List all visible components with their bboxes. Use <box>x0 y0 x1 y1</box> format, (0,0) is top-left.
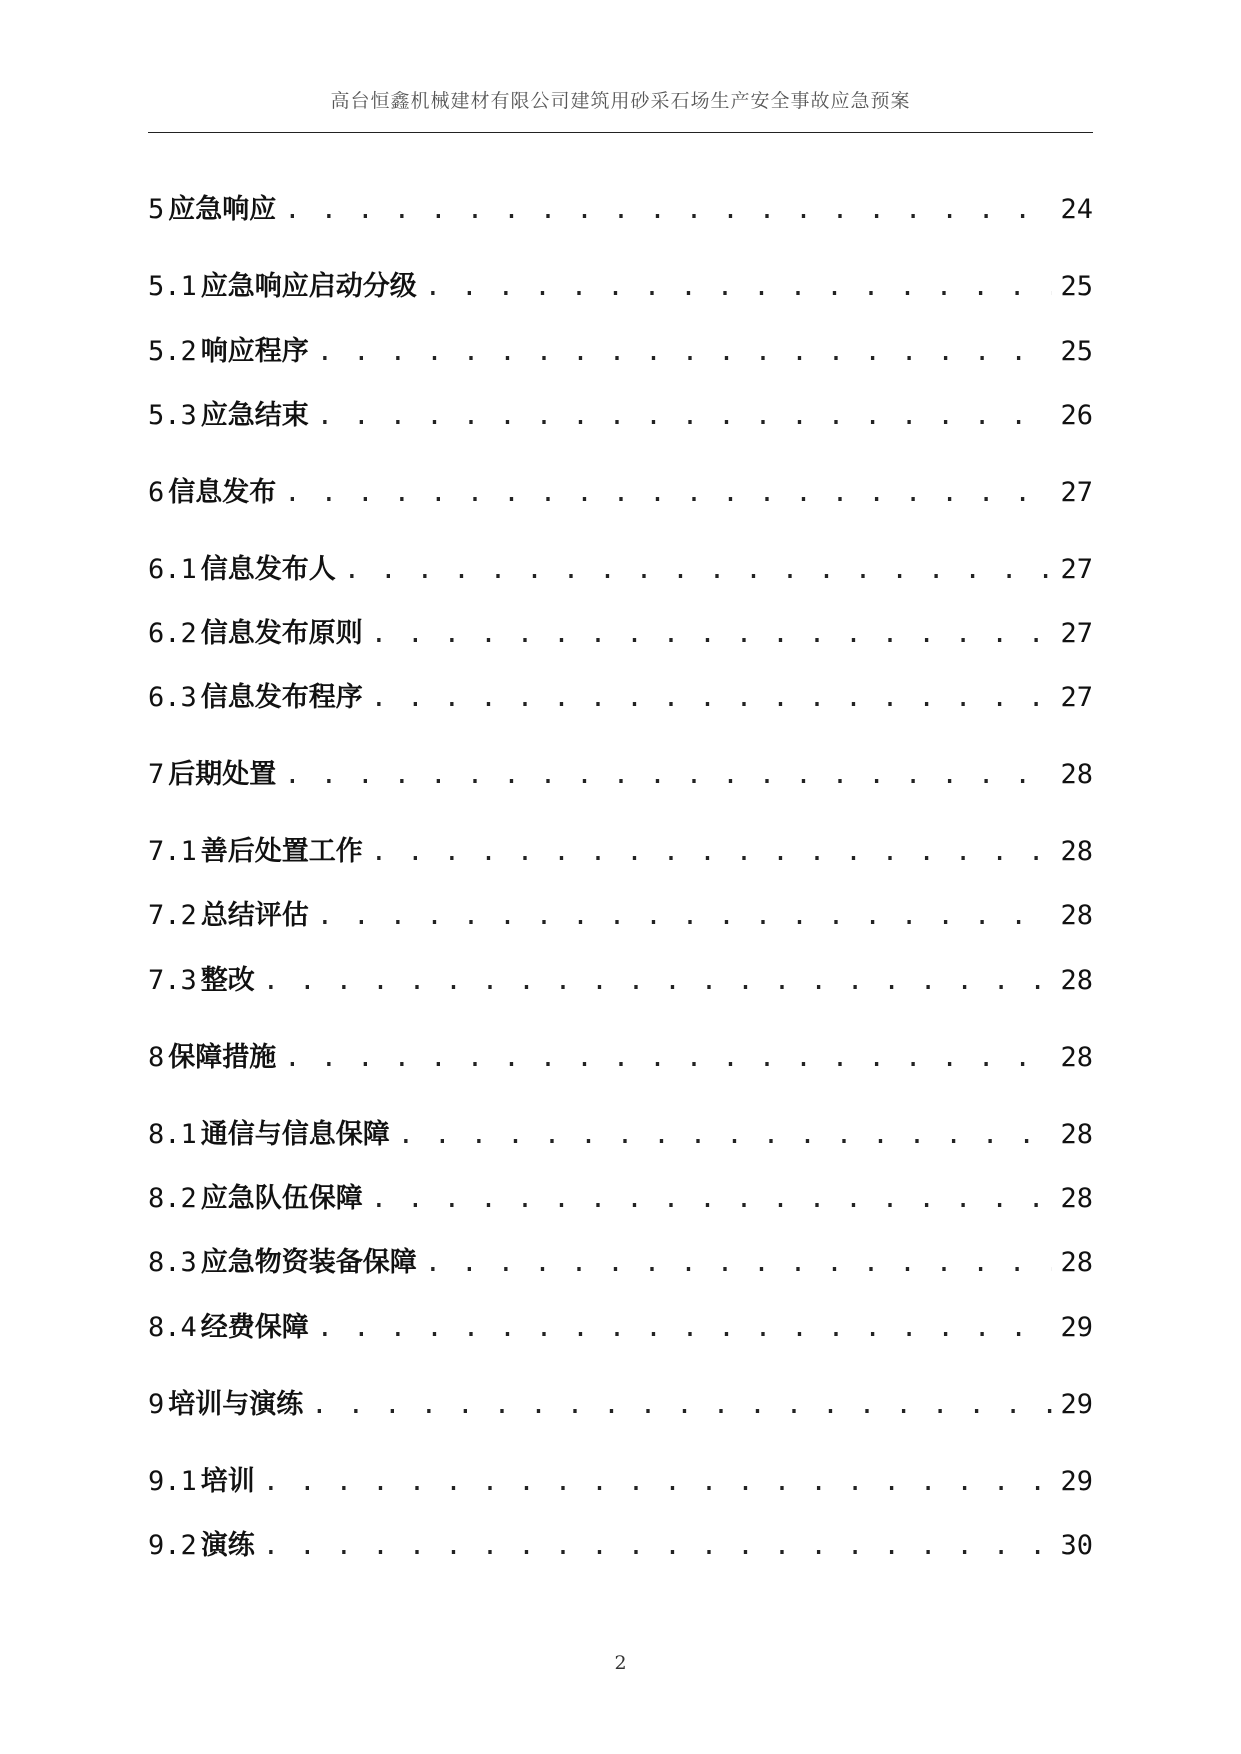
toc-entry-9[interactable] <box>148 1385 1093 1425</box>
toc-dot-leader <box>263 1526 1053 1566</box>
toc-page-number: 27 <box>1060 477 1093 508</box>
toc-dot-leader <box>317 332 1053 372</box>
toc-dot-leader <box>284 473 1052 513</box>
toc-page-number: 29 <box>1060 1466 1093 1497</box>
toc-dot-leader <box>398 1115 1053 1155</box>
toc-section-title: 应急结束 <box>200 400 309 431</box>
toc-label <box>148 832 363 872</box>
toc-entry-5-2[interactable] <box>148 332 1093 372</box>
toc-entry-8-3[interactable] <box>148 1243 1093 1283</box>
toc-section-number: 6.1 <box>148 554 197 585</box>
toc-entry-5[interactable] <box>148 190 1093 230</box>
toc-dot-leader <box>284 1038 1052 1078</box>
toc-section-number: 8 <box>148 1042 165 1073</box>
toc-page-number: 28 <box>1060 836 1093 867</box>
toc-entry-8[interactable] <box>148 1038 1093 1078</box>
toc-page-number: 28 <box>1060 759 1093 790</box>
toc-page-number: 29 <box>1060 1312 1093 1343</box>
toc-dot-leader <box>317 896 1053 936</box>
toc-page-number: 28 <box>1060 1183 1093 1214</box>
toc-entry-7-1[interactable] <box>148 832 1093 872</box>
toc-section-title: 应急响应 <box>168 194 277 225</box>
table-of-contents <box>148 0 1093 1754</box>
toc-section-title: 演练 <box>200 1530 255 1561</box>
toc-entry-7-3[interactable] <box>148 961 1093 1001</box>
toc-entry-7-2[interactable] <box>148 896 1093 936</box>
toc-page-number: 28 <box>1060 965 1093 996</box>
toc-dot-leader <box>284 190 1052 230</box>
toc-page-number: 28 <box>1060 900 1093 931</box>
page-header-title: 高台恒鑫机械建材有限公司建筑用砂采石场生产安全事故应急预案 <box>330 90 911 112</box>
toc-page-number: 28 <box>1060 1119 1093 1150</box>
toc-section-title: 信息发布程序 <box>200 682 363 713</box>
toc-page-number: 30 <box>1060 1530 1093 1561</box>
toc-entry-6-3[interactable] <box>148 678 1093 718</box>
toc-section-title: 整改 <box>200 965 255 996</box>
toc-section-number: 6.2 <box>148 618 197 649</box>
toc-entry-6[interactable] <box>148 473 1093 513</box>
toc-section-number: 5 <box>148 194 165 225</box>
toc-label <box>148 1462 255 1502</box>
toc-page-number: 25 <box>1060 336 1093 367</box>
toc-dot-leader <box>311 1385 1052 1425</box>
toc-section-number: 8.3 <box>148 1247 197 1278</box>
toc-label <box>148 332 309 372</box>
toc-dot-leader <box>263 961 1053 1001</box>
toc-dot-leader <box>371 1179 1053 1219</box>
toc-section-title: 应急物资装备保障 <box>200 1247 417 1278</box>
toc-label <box>148 473 276 513</box>
toc-dot-leader <box>371 832 1053 872</box>
toc-page-number: 29 <box>1060 1389 1093 1420</box>
toc-label <box>148 190 276 230</box>
toc-dot-leader <box>317 396 1053 436</box>
toc-section-title: 应急队伍保障 <box>200 1183 363 1214</box>
page-number: 2 <box>614 1652 627 1674</box>
toc-section-number: 5.3 <box>148 400 197 431</box>
toc-section-title: 培训与演练 <box>168 1389 304 1420</box>
toc-entry-7[interactable] <box>148 755 1093 795</box>
toc-section-number: 9.1 <box>148 1466 197 1497</box>
toc-entry-6-2[interactable] <box>148 614 1093 654</box>
toc-section-title: 响应程序 <box>200 336 309 367</box>
toc-section-number: 7.2 <box>148 900 197 931</box>
toc-section-number: 6.3 <box>148 682 197 713</box>
toc-label <box>148 1385 303 1425</box>
toc-entry-8-4[interactable] <box>148 1308 1093 1348</box>
toc-page-number: 26 <box>1060 400 1093 431</box>
toc-section-number: 7 <box>148 759 165 790</box>
toc-entry-9-2[interactable] <box>148 1526 1093 1566</box>
toc-section-number: 8.1 <box>148 1119 197 1150</box>
toc-dot-leader <box>425 267 1053 307</box>
toc-entry-6-1[interactable] <box>148 550 1093 590</box>
toc-label <box>148 267 417 307</box>
toc-label <box>148 1179 363 1219</box>
toc-section-number: 9.2 <box>148 1530 197 1561</box>
toc-label <box>148 550 336 590</box>
toc-page-number: 27 <box>1060 682 1093 713</box>
toc-section-number: 8.2 <box>148 1183 197 1214</box>
toc-label <box>148 755 276 795</box>
toc-section-number: 9 <box>148 1389 165 1420</box>
toc-dot-leader <box>284 755 1052 795</box>
toc-section-number: 5.2 <box>148 336 197 367</box>
toc-section-title: 保障措施 <box>168 1042 277 1073</box>
toc-section-title: 总结评估 <box>200 900 309 931</box>
toc-page-number: 27 <box>1060 618 1093 649</box>
toc-page-number: 24 <box>1060 194 1093 225</box>
toc-section-number: 6 <box>148 477 165 508</box>
toc-dot-leader <box>371 678 1053 718</box>
toc-section-title: 善后处置工作 <box>200 836 363 867</box>
toc-label <box>148 961 255 1001</box>
toc-section-title: 培训 <box>200 1466 255 1497</box>
toc-section-title: 通信与信息保障 <box>200 1119 390 1150</box>
toc-page-number: 28 <box>1060 1247 1093 1278</box>
toc-label <box>148 678 363 718</box>
toc-section-title: 信息发布原则 <box>200 618 363 649</box>
toc-section-number: 5.1 <box>148 271 197 302</box>
toc-dot-leader <box>317 1308 1053 1348</box>
toc-section-title: 信息发布人 <box>200 554 336 585</box>
toc-section-title: 信息发布 <box>168 477 277 508</box>
toc-label <box>148 896 309 936</box>
toc-entry-9-1[interactable] <box>148 1462 1093 1502</box>
toc-page-number: 25 <box>1060 271 1093 302</box>
toc-dot-leader <box>425 1243 1053 1283</box>
toc-entry-5-3[interactable] <box>148 396 1093 436</box>
toc-section-number: 7.3 <box>148 965 197 996</box>
toc-section-number: 8.4 <box>148 1312 197 1343</box>
toc-dot-leader <box>263 1462 1053 1502</box>
toc-section-title: 应急响应启动分级 <box>200 271 417 302</box>
toc-dot-leader <box>344 550 1053 590</box>
toc-entry-8-1[interactable] <box>148 1115 1093 1155</box>
toc-label <box>148 614 363 654</box>
toc-section-number: 7.1 <box>148 836 197 867</box>
toc-label <box>148 1115 390 1155</box>
toc-dot-leader <box>371 614 1053 654</box>
toc-entry-8-2[interactable] <box>148 1179 1093 1219</box>
toc-section-title: 经费保障 <box>200 1312 309 1343</box>
toc-label <box>148 1038 276 1078</box>
toc-label <box>148 1526 255 1566</box>
toc-label <box>148 1243 417 1283</box>
toc-label <box>148 1308 309 1348</box>
toc-label <box>148 396 309 436</box>
toc-page-number: 28 <box>1060 1042 1093 1073</box>
toc-entry-5-1[interactable] <box>148 267 1093 307</box>
toc-section-title: 后期处置 <box>168 759 277 790</box>
toc-page-number: 27 <box>1060 554 1093 585</box>
